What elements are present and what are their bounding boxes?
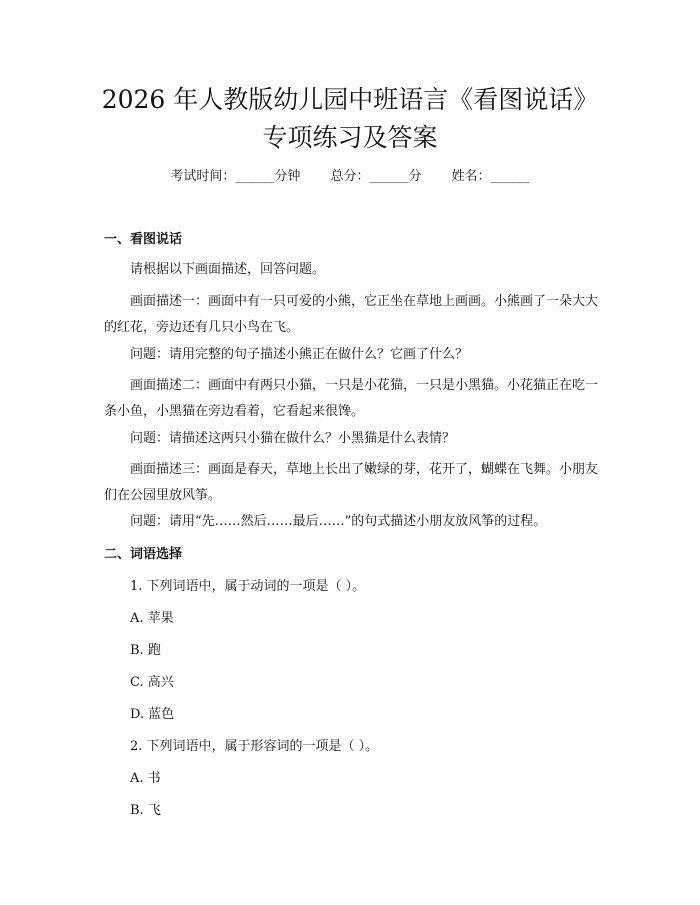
question-2: 问题：请描述这两只小猫在做什么？小黑猫是什么表情？ [130, 431, 456, 446]
question-3: 问题：请用“先……然后……最后……”的句式描述小朋友放风筝的过程。 [130, 514, 547, 529]
exam-info-line [0, 167, 700, 187]
option-d: D. 蓝色 [130, 707, 175, 722]
total-score-field: 总分：______分 [330, 169, 422, 184]
choice-question-1: 1. 下列词语中，属于动词的一项是（ ）。 [130, 579, 366, 594]
section-heading-picture-talk: 一、看图说话 [104, 232, 183, 247]
option-b: B. 跑 [130, 643, 161, 658]
option-c: C. 高兴 [130, 675, 174, 690]
scene-description-2: 画面描述二：画面中有两只小猫，一只是小花猫，一只是小黑猫。小花猫正在吃一条小鱼，小黑猫在旁边看着，它看起来很馋。 [104, 378, 599, 419]
section-heading-word-choice: 二、词语选择 [104, 547, 183, 562]
scene-description-3: 画面描述三：画面是春天，草地上长出了嫩绿的芽，花开了，蝴蝶在飞舞。小朋友们在公园里放风筝。 [104, 462, 599, 503]
page-title-line-1: 2026 年人教版幼儿园中班语言《看图说话》 [101, 85, 599, 114]
option-a: A. 书 [130, 771, 161, 786]
option-a: A. 苹果 [130, 611, 174, 626]
scene-description-1: 画面描述一：画面中有一只可爱的小熊，它正坐在草地上画画。小熊画了一朵大大的红花，旁边还有几只小鸟在飞。 [104, 294, 599, 335]
section-intro: 请根据以下画面描述，回答问题。 [130, 262, 326, 277]
question-1: 问题：请用完整的句子描述小熊正在做什么？它画了什么？ [130, 347, 469, 362]
page-title-line-2: 专项练习及答案 [262, 123, 438, 152]
exam-time-field: 考试时间：______分钟 [170, 169, 301, 184]
student-name-field: 姓名：______ [451, 169, 530, 184]
choice-question-2: 2. 下列词语中，属于形容词的一项是（ ）。 [130, 739, 379, 754]
option-b: B. 飞 [130, 803, 161, 818]
